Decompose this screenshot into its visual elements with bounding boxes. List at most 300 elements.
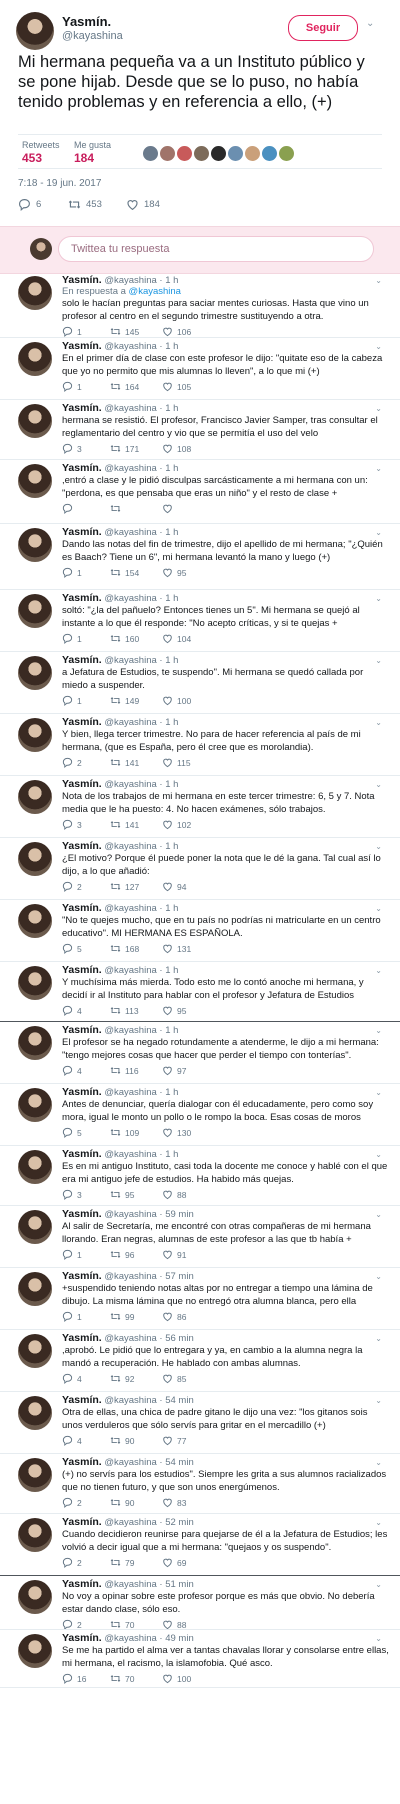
reply-to-prefix: En respuesta a: [62, 286, 126, 297]
author-name[interactable]: Yasmín.: [62, 14, 112, 29]
reply-button[interactable]: [62, 881, 110, 892]
retweet-button[interactable]: [110, 943, 162, 954]
chevron-down-icon[interactable]: ⌄: [375, 842, 382, 851]
author-avatar[interactable]: [18, 1458, 52, 1492]
reply-icon: [62, 443, 73, 454]
author-name[interactable]: Yasmín.: [62, 1456, 102, 1468]
thread-tweet[interactable]: [0, 1330, 400, 1392]
reply-button[interactable]: [62, 1127, 110, 1138]
chevron-down-icon[interactable]: ⌄: [375, 1580, 382, 1589]
author-handle[interactable]: @kayashina: [104, 341, 157, 352]
reply-input[interactable]: [58, 236, 374, 262]
reply-icon: [62, 695, 73, 706]
like-button[interactable]: [162, 943, 191, 954]
tweet-time[interactable]: · 1 h: [159, 341, 179, 352]
chevron-down-icon[interactable]: ⌄: [375, 276, 382, 285]
retweet-count: 90: [125, 1435, 135, 1446]
author-name[interactable]: Yasmín.: [62, 1332, 102, 1344]
heart-icon: [162, 1673, 173, 1684]
chevron-down-icon[interactable]: ⌄: [375, 1026, 382, 1035]
author-name[interactable]: Yasmín.: [62, 526, 102, 538]
retweet-button[interactable]: [110, 1619, 162, 1630]
liker-avatar[interactable]: [143, 146, 158, 161]
retweet-icon: [110, 1005, 121, 1016]
reply-button[interactable]: [62, 1249, 110, 1260]
author-handle[interactable]: @kayashina: [104, 965, 157, 976]
author-avatar[interactable]: [18, 1150, 52, 1184]
author-name[interactable]: Yasmín.: [62, 1578, 102, 1590]
author-handle[interactable]: @kayashina: [104, 841, 157, 852]
author-avatar[interactable]: [18, 1518, 52, 1552]
reply-count: 3: [77, 443, 82, 454]
reply-button[interactable]: [62, 943, 110, 954]
tweet-text: soltó: "¿la del pañuelo? Entonces tienes un 5". Mi hermana se quejó al instante a lo que él responde: "No acepto críticas, y si te quejas +: [62, 605, 360, 629]
author-name[interactable]: Yasmín.: [62, 964, 102, 976]
reply-button[interactable]: [62, 443, 110, 454]
tweet-time[interactable]: · 56 min: [159, 1333, 194, 1344]
author-handle[interactable]: @kayashina: [104, 1633, 157, 1644]
chevron-down-icon[interactable]: ⌄: [375, 1088, 382, 1097]
like-count: 106: [177, 326, 192, 337]
thread-tweet[interactable]: [0, 1146, 400, 1206]
reply-count: 2: [77, 1557, 82, 1568]
thread-tweet[interactable]: [0, 1022, 400, 1084]
retweet-button[interactable]: [110, 1673, 162, 1684]
like-count: 115: [177, 757, 191, 768]
tweet-time[interactable]: · 59 min: [159, 1209, 194, 1220]
thread-tweet[interactable]: [0, 1514, 400, 1576]
chevron-down-icon[interactable]: ⌄: [375, 656, 382, 665]
tweet-time[interactable]: · 1 h: [159, 463, 179, 474]
like-button[interactable]: [162, 695, 191, 706]
author-avatar[interactable]: [18, 1634, 52, 1668]
author-name[interactable]: Yasmín.: [62, 1394, 102, 1406]
tweet-actions: [62, 1189, 390, 1200]
author-handle[interactable]: @kayashina: [104, 1271, 157, 1282]
tweet-text: Dando las notas del fin de trimestre, dijo el apellido de mi hermana; "¿Quién es Baach? Tiene un 6", mi hermana levantó la mano y luego (+): [62, 539, 383, 563]
tweet-header: [62, 592, 390, 604]
heart-icon: [162, 1249, 173, 1260]
heart-icon: [162, 1435, 173, 1446]
like-count: 100: [177, 1673, 192, 1684]
tweet-actions: [62, 1311, 390, 1322]
like-button[interactable]: [162, 1497, 186, 1508]
reply-button[interactable]: [62, 381, 110, 392]
like-button[interactable]: [126, 198, 160, 211]
tweet-time[interactable]: · 1 h: [159, 527, 179, 538]
retweet-count: 113: [125, 1005, 139, 1016]
like-button[interactable]: [162, 1127, 191, 1138]
retweet-icon: [110, 503, 121, 514]
tweet-text: "No te quejes mucho, que en tu país no podrías ni matricularte en un centro educativo". MI HERMANA ES ESPAÑOLA.: [62, 915, 381, 939]
chevron-down-icon[interactable]: ⌄: [375, 1396, 382, 1405]
author-handle[interactable]: @kayashina: [104, 1395, 157, 1406]
reply-icon: [62, 1673, 73, 1684]
author-name[interactable]: Yasmín.: [62, 274, 102, 286]
like-button[interactable]: [162, 1005, 186, 1016]
author-avatar[interactable]: [18, 780, 52, 814]
retweet-button[interactable]: [110, 757, 162, 768]
author-handle[interactable]: @kayashina: [104, 779, 157, 790]
tweet-time[interactable]: · 49 min: [159, 1633, 194, 1644]
reply-button[interactable]: [62, 1189, 110, 1200]
like-button[interactable]: [162, 1249, 186, 1260]
like-button[interactable]: [162, 1311, 186, 1322]
chevron-down-icon[interactable]: ⌄: [375, 342, 382, 351]
tweet-time[interactable]: · 54 min: [159, 1395, 194, 1406]
chevron-down-icon[interactable]: ⌄: [375, 780, 382, 789]
tweet-time[interactable]: · 52 min: [159, 1517, 194, 1528]
retweet-icon: [110, 443, 121, 454]
thread-tweet[interactable]: [0, 776, 400, 838]
author-avatar[interactable]: [16, 12, 54, 50]
author-avatar[interactable]: [18, 842, 52, 876]
like-button[interactable]: [162, 1189, 186, 1200]
tweet-time[interactable]: · 1 h: [159, 779, 179, 790]
liker-avatar[interactable]: [194, 146, 209, 161]
author-avatar[interactable]: [18, 276, 52, 310]
retweet-button[interactable]: [110, 633, 162, 644]
reply-button[interactable]: [62, 1311, 110, 1322]
heart-icon: [162, 943, 173, 954]
follow-button[interactable]: Seguir: [288, 15, 358, 41]
author-name[interactable]: Yasmín.: [62, 902, 102, 914]
like-count: 77: [177, 1435, 187, 1446]
retweet-icon: [110, 567, 121, 578]
tweet-time[interactable]: · 57 min: [159, 1271, 194, 1282]
reply-count: 2: [77, 757, 82, 768]
reply-button[interactable]: [62, 1673, 110, 1684]
tweet-header: [62, 1024, 390, 1036]
like-count: 83: [177, 1497, 187, 1508]
author-avatar[interactable]: [18, 1088, 52, 1122]
thread-tweet[interactable]: [0, 900, 400, 962]
thread-tweet[interactable]: [0, 1630, 400, 1688]
author-name[interactable]: Yasmín.: [62, 1208, 102, 1220]
like-button[interactable]: [162, 1619, 186, 1630]
author-name[interactable]: Yasmín.: [62, 1632, 102, 1644]
reply-button[interactable]: [62, 1557, 110, 1568]
thread-tweet[interactable]: [0, 400, 400, 460]
retweet-button[interactable]: [110, 1005, 162, 1016]
tweet-header: [62, 274, 390, 286]
chevron-down-icon[interactable]: ⌄: [366, 18, 375, 29]
thread-tweet[interactable]: [0, 460, 400, 524]
liker-avatar[interactable]: [177, 146, 192, 161]
likes-stat[interactable]: [74, 140, 111, 165]
heart-icon: [162, 1619, 173, 1630]
author-handle[interactable]: @kayashina: [104, 593, 157, 604]
like-button[interactable]: [162, 633, 191, 644]
retweet-button[interactable]: [110, 1127, 162, 1138]
retweet-button[interactable]: [110, 1189, 162, 1200]
chevron-down-icon[interactable]: ⌄: [375, 966, 382, 975]
thread-list: [0, 272, 400, 1688]
reply-button[interactable]: [62, 1435, 110, 1446]
reply-button[interactable]: [62, 1619, 110, 1630]
author-name[interactable]: Yasmín.: [62, 654, 102, 666]
tweet-header: [62, 1270, 390, 1282]
reply-button[interactable]: [62, 567, 110, 578]
retweet-button[interactable]: [110, 1249, 162, 1260]
author-avatar[interactable]: [18, 342, 52, 376]
tweet-actions: [62, 326, 390, 337]
like-button[interactable]: [162, 1557, 186, 1568]
retweet-button[interactable]: [110, 1557, 162, 1568]
author-avatar[interactable]: [18, 528, 52, 562]
author-handle[interactable]: @kayashina: [104, 527, 157, 538]
chevron-down-icon[interactable]: ⌄: [375, 1272, 382, 1281]
retweet-icon: [110, 943, 121, 954]
author-name[interactable]: Yasmín.: [62, 402, 102, 414]
retweet-button[interactable]: [110, 1373, 162, 1384]
author-name[interactable]: Yasmín.: [62, 462, 102, 474]
chevron-down-icon[interactable]: ⌄: [375, 1334, 382, 1343]
author-avatar[interactable]: [18, 904, 52, 938]
thread-tweet[interactable]: [0, 1392, 400, 1454]
tweet-time[interactable]: · 1 h: [159, 965, 179, 976]
reply-button[interactable]: [62, 819, 110, 830]
retweet-button[interactable]: [110, 1311, 162, 1322]
tweet-body: [62, 900, 390, 961]
chevron-down-icon[interactable]: ⌄: [375, 718, 382, 727]
chevron-down-icon[interactable]: ⌄: [375, 1458, 382, 1467]
like-button[interactable]: [162, 1673, 191, 1684]
liker-avatar[interactable]: [211, 146, 226, 161]
tweet-actions: [62, 1249, 390, 1260]
like-button[interactable]: [162, 381, 191, 392]
retweet-button[interactable]: [110, 503, 162, 514]
reply-button[interactable]: [62, 1065, 110, 1076]
author-name[interactable]: Yasmín.: [62, 716, 102, 728]
retweet-button[interactable]: [110, 443, 162, 454]
author-handle[interactable]: @kayashina: [104, 403, 157, 414]
reply-button[interactable]: [62, 757, 110, 768]
reply-button[interactable]: [62, 695, 110, 706]
author-avatar[interactable]: [18, 718, 52, 752]
heart-icon: [126, 198, 139, 211]
author-name[interactable]: Yasmín.: [62, 778, 102, 790]
retweet-count: 99: [125, 1311, 135, 1322]
chevron-down-icon[interactable]: ⌄: [375, 1150, 382, 1159]
retweets-stat[interactable]: [22, 140, 60, 165]
reply-button[interactable]: [18, 198, 68, 211]
chevron-down-icon[interactable]: ⌄: [375, 464, 382, 473]
retweet-button[interactable]: [110, 819, 162, 830]
author-name[interactable]: Yasmín.: [62, 1516, 102, 1528]
thread-tweet[interactable]: [0, 524, 400, 590]
like-button[interactable]: [162, 1435, 186, 1446]
tweet-time[interactable]: · 1 h: [159, 655, 179, 666]
thread-tweet[interactable]: [0, 652, 400, 714]
thread-tweet[interactable]: [0, 714, 400, 776]
retweet-icon: [110, 1127, 121, 1138]
retweet-button[interactable]: [110, 326, 162, 337]
tweet-header: [62, 1086, 390, 1098]
author-name[interactable]: Yasmín.: [62, 1148, 102, 1160]
tweet-time[interactable]: · 1 h: [159, 1025, 179, 1036]
retweet-count: 171: [125, 443, 140, 454]
tweet-time[interactable]: · 54 min: [159, 1457, 194, 1468]
author-handle[interactable]: @kayashina: [104, 1517, 157, 1528]
thread-tweet[interactable]: [0, 1206, 400, 1268]
retweet-count: 141: [125, 819, 140, 830]
tweet-time[interactable]: · 1 h: [159, 1087, 179, 1098]
author-avatar[interactable]: [18, 966, 52, 1000]
liker-avatar[interactable]: [279, 146, 294, 161]
reply-count: 1: [77, 381, 82, 392]
author-handle[interactable]: @kayashina: [104, 463, 157, 474]
author-handle[interactable]: @kayashina: [104, 655, 157, 666]
author-name[interactable]: Yasmín.: [62, 592, 102, 604]
author-name[interactable]: Yasmín.: [62, 1086, 102, 1098]
author-handle[interactable]: @kayashina: [104, 1149, 157, 1160]
tweet-time[interactable]: · 1 h: [159, 841, 179, 852]
tweet-actions: [62, 757, 390, 768]
like-count: 100: [177, 695, 192, 706]
liker-avatar[interactable]: [160, 146, 175, 161]
author-avatar[interactable]: [18, 1272, 52, 1306]
tweet-text: El profesor se ha negado rotundamente a atenderme, le dijo a mi hermana: "tengo mejores cosas que hacer que perder el tiempo con tonterías".: [62, 1037, 379, 1061]
tweet-header: [62, 340, 390, 352]
retweet-button[interactable]: [110, 695, 162, 706]
like-count: 130: [177, 1127, 192, 1138]
chevron-down-icon[interactable]: ⌄: [375, 904, 382, 913]
tweet-time[interactable]: · 51 min: [159, 1579, 194, 1590]
tweet-text: ,aprobó. Le pidió que lo entregara y ya, en cambio a la alumna negra la mandó a recuperación. He hablado con ambas alumnas.: [62, 1345, 363, 1369]
reply-count: 4: [77, 1065, 82, 1076]
reply-icon: [62, 1619, 73, 1630]
like-button[interactable]: [162, 503, 177, 514]
retweet-count: 164: [125, 381, 140, 392]
author-name[interactable]: Yasmín.: [62, 1270, 102, 1282]
retweet-icon: [110, 1065, 121, 1076]
tweet-body: [62, 1268, 390, 1329]
retweet-button[interactable]: [68, 198, 126, 211]
author-avatar[interactable]: [18, 404, 52, 438]
chevron-down-icon[interactable]: ⌄: [375, 1518, 382, 1527]
retweet-count: 127: [125, 881, 140, 892]
retweet-button[interactable]: [110, 381, 162, 392]
author-name[interactable]: Yasmín.: [62, 1024, 102, 1036]
author-avatar[interactable]: [18, 594, 52, 628]
thread-tweet[interactable]: [0, 838, 400, 900]
chevron-down-icon[interactable]: ⌄: [375, 404, 382, 413]
like-count: 97: [177, 1065, 187, 1076]
tweet-date[interactable]: 7:18 - 19 jun. 2017: [18, 178, 102, 189]
like-button[interactable]: [162, 326, 191, 337]
retweet-button[interactable]: [110, 1497, 162, 1508]
reply-button[interactable]: [62, 326, 110, 337]
thread-tweet[interactable]: [0, 272, 400, 338]
author-name[interactable]: Yasmín.: [62, 340, 102, 352]
thread-tweet[interactable]: [0, 338, 400, 400]
reply-button[interactable]: [62, 1373, 110, 1384]
chevron-down-icon[interactable]: ⌄: [375, 1210, 382, 1219]
tweet-time[interactable]: · 1 h: [159, 403, 179, 414]
reply-button[interactable]: [62, 503, 110, 514]
thread-tweet[interactable]: [0, 1454, 400, 1514]
reply-button[interactable]: [62, 1497, 110, 1508]
reply-button[interactable]: [62, 633, 110, 644]
retweet-button[interactable]: [110, 567, 162, 578]
liker-avatar[interactable]: [262, 146, 277, 161]
thread-tweet[interactable]: [0, 1268, 400, 1330]
tweet-time[interactable]: · 1 h: [159, 717, 179, 728]
tweet-header: [62, 902, 390, 914]
author-avatar[interactable]: [18, 1026, 52, 1060]
author-avatar[interactable]: [18, 464, 52, 498]
author-handle[interactable]: @kayashina: [104, 1209, 157, 1220]
thread-tweet[interactable]: [0, 590, 400, 652]
author-handle[interactable]: @kayashina: [62, 30, 123, 42]
thread-tweet[interactable]: [0, 1084, 400, 1146]
like-button[interactable]: [162, 881, 186, 892]
liker-avatar[interactable]: [245, 146, 260, 161]
retweet-button[interactable]: [110, 1065, 162, 1076]
retweet-button[interactable]: [110, 881, 162, 892]
thread-tweet[interactable]: [0, 962, 400, 1022]
tweet-header: [62, 1332, 390, 1344]
reply-icon: [62, 1249, 73, 1260]
chevron-down-icon[interactable]: ⌄: [375, 594, 382, 603]
author-handle[interactable]: @kayashina: [104, 1087, 157, 1098]
retweet-button[interactable]: [110, 1435, 162, 1446]
retweet-icon: [110, 326, 121, 337]
reply-count: 3: [77, 1189, 82, 1200]
retweet-count: 96: [125, 1249, 135, 1260]
retweet-count: 168: [125, 943, 140, 954]
retweet-count: 149: [125, 695, 140, 706]
author-avatar[interactable]: [18, 1580, 52, 1614]
tweet-time[interactable]: · 1 h: [159, 1149, 179, 1160]
author-avatar[interactable]: [18, 1334, 52, 1368]
author-handle[interactable]: @kayashina: [104, 903, 157, 914]
chevron-down-icon[interactable]: ⌄: [375, 1634, 382, 1643]
author-avatar[interactable]: [18, 656, 52, 690]
reply-count: 4: [77, 1005, 82, 1016]
chevron-down-icon[interactable]: ⌄: [375, 528, 382, 537]
like-button[interactable]: [162, 443, 191, 454]
reply-to-mention[interactable]: @kayashina: [128, 286, 181, 297]
tweet-time[interactable]: · 1 h: [159, 275, 179, 286]
liker-avatar[interactable]: [228, 146, 243, 161]
tweet-actions: [62, 881, 390, 892]
author-avatar[interactable]: [18, 1396, 52, 1430]
retweet-count: 116: [125, 1065, 139, 1076]
like-button[interactable]: [162, 567, 186, 578]
likers-avatars[interactable]: [143, 146, 296, 161]
like-button[interactable]: [162, 819, 191, 830]
author-handle[interactable]: @kayashina: [104, 717, 157, 728]
author-handle[interactable]: @kayashina: [104, 1457, 157, 1468]
author-handle[interactable]: @kayashina: [104, 1025, 157, 1036]
author-name[interactable]: Yasmín.: [62, 840, 102, 852]
like-button[interactable]: [162, 1373, 186, 1384]
author-handle[interactable]: @kayashina: [104, 275, 157, 286]
thread-tweet[interactable]: [0, 1576, 400, 1630]
reply-button[interactable]: [62, 1005, 110, 1016]
main-tweet-actions: [18, 198, 160, 211]
like-button[interactable]: [162, 757, 191, 768]
tweet-text: Y bien, llega tercer trimestre. No para de hacer referencia al país de mi hermana, (que es España, pero él cree que es morolandia).: [62, 729, 361, 753]
author-handle[interactable]: @kayashina: [104, 1579, 157, 1590]
tweet-time[interactable]: · 1 h: [159, 593, 179, 604]
author-handle[interactable]: @kayashina: [104, 1333, 157, 1344]
like-button[interactable]: [162, 1065, 186, 1076]
author-avatar[interactable]: [18, 1210, 52, 1244]
tweet-time[interactable]: · 1 h: [159, 903, 179, 914]
